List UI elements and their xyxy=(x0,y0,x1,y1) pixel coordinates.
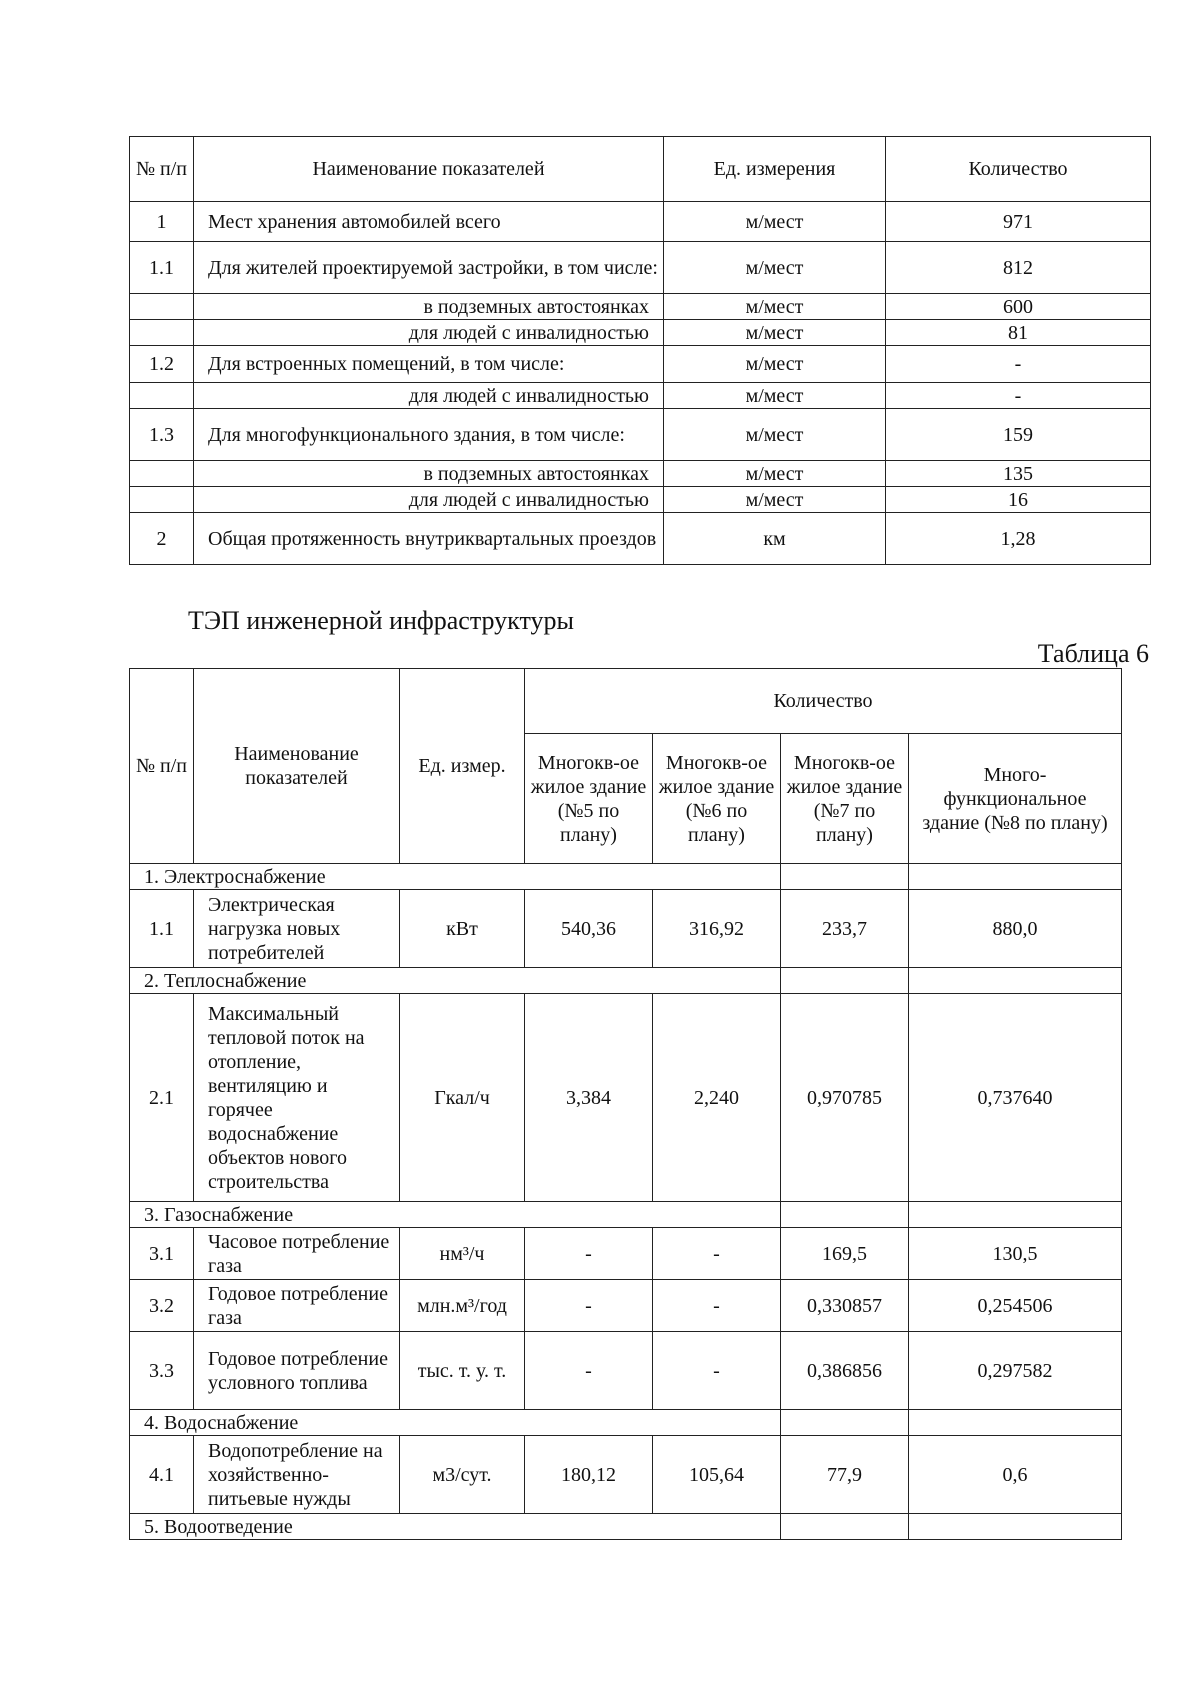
row-num xyxy=(130,487,194,513)
parking-table-body xyxy=(130,202,1151,565)
row-qty: 81 xyxy=(886,320,1151,346)
empty-cell xyxy=(781,864,909,890)
row-num: 1.1 xyxy=(130,890,194,968)
row-unit: м/мест xyxy=(664,346,886,383)
header-building-8: Много-функциональное здание (№8 по плану) xyxy=(909,734,1122,864)
row-num: 3.3 xyxy=(130,1332,194,1410)
row-name: Мест хранения автомобилей всего xyxy=(194,202,664,242)
table-row xyxy=(130,1228,1122,1280)
value-building-5: 180,12 xyxy=(525,1436,653,1514)
row-qty: 16 xyxy=(886,487,1151,513)
value-building-8: 130,5 xyxy=(909,1228,1122,1280)
row-num: 4.1 xyxy=(130,1436,194,1514)
row-unit: м/мест xyxy=(664,383,886,409)
row-num: 1.3 xyxy=(130,409,194,461)
empty-cell xyxy=(781,1514,909,1540)
value-building-5: 540,36 xyxy=(525,890,653,968)
table-row xyxy=(130,409,1151,461)
row-qty: 159 xyxy=(886,409,1151,461)
row-num: 2 xyxy=(130,513,194,565)
empty-cell xyxy=(909,1514,1122,1540)
row-qty: 600 xyxy=(886,294,1151,320)
row-num xyxy=(130,320,194,346)
value-building-5: - xyxy=(525,1228,653,1280)
table-row xyxy=(130,1332,1122,1410)
parking-table xyxy=(129,136,1151,565)
value-building-8: 0,254506 xyxy=(909,1280,1122,1332)
row-name: для людей с инвалидностью xyxy=(194,487,664,513)
row-unit: м/мест xyxy=(664,242,886,294)
header-building-5: Многокв-ое жилое здание (№5 по плану) xyxy=(525,734,653,864)
row-qty: 971 xyxy=(886,202,1151,242)
value-building-8: 0,737640 xyxy=(909,994,1122,1202)
header-unit: Ед. измерения xyxy=(664,137,886,202)
header-name: Наименование показателей xyxy=(194,137,664,202)
value-building-5: - xyxy=(525,1280,653,1332)
row-name: Водопотребление на хозяйственно-питьевые нужды xyxy=(194,1436,400,1514)
row-num: 3.1 xyxy=(130,1228,194,1280)
value-building-7: 77,9 xyxy=(781,1436,909,1514)
row-name: Годовое потребление условного топлива xyxy=(194,1332,400,1410)
value-building-6: - xyxy=(653,1228,781,1280)
row-unit: м3/сут. xyxy=(400,1436,525,1514)
row-unit: км xyxy=(664,513,886,565)
empty-cell xyxy=(781,1410,909,1436)
header-building-6: Многокв-ое жилое здание (№6 по плану) xyxy=(653,734,781,864)
row-unit: нм³/ч xyxy=(400,1228,525,1280)
header-num: № п/п xyxy=(130,137,194,202)
table-row xyxy=(130,461,1151,487)
section-row xyxy=(130,1202,1122,1228)
header-building-7: Многокв-ое жилое здание (№7 по плану) xyxy=(781,734,909,864)
row-name: для людей с инвалидностью xyxy=(194,383,664,409)
row-num xyxy=(130,383,194,409)
value-building-6: 105,64 xyxy=(653,1436,781,1514)
table-row xyxy=(130,294,1151,320)
empty-cell xyxy=(909,1202,1122,1228)
row-num: 2.1 xyxy=(130,994,194,1202)
table-row xyxy=(130,320,1151,346)
row-name: Часовое потребление газа xyxy=(194,1228,400,1280)
value-building-7: 0,386856 xyxy=(781,1332,909,1410)
table-row xyxy=(130,346,1151,383)
row-name: в подземных автостоянках xyxy=(194,461,664,487)
row-num xyxy=(130,461,194,487)
row-name: Для жителей проектируемой застройки, в том числе: xyxy=(194,242,664,294)
row-name: Годовое потребление газа xyxy=(194,1280,400,1332)
row-unit: тыс. т. у. т. xyxy=(400,1332,525,1410)
row-num: 1.1 xyxy=(130,242,194,294)
row-name: Максимальный тепловой поток на отопление, вентиляцию и горячее водоснабжение объектов нового строительства xyxy=(194,994,400,1202)
header-qty-group: Количество xyxy=(525,669,1122,734)
empty-cell xyxy=(909,968,1122,994)
value-building-6: - xyxy=(653,1332,781,1410)
row-unit: млн.м³/год xyxy=(400,1280,525,1332)
empty-cell xyxy=(909,1410,1122,1436)
table-row xyxy=(130,383,1151,409)
row-unit: м/мест xyxy=(664,202,886,242)
row-unit: м/мест xyxy=(664,461,886,487)
value-building-7: 233,7 xyxy=(781,890,909,968)
value-building-7: 0,330857 xyxy=(781,1280,909,1332)
table-row xyxy=(130,1436,1122,1514)
header-unit: Ед. измер. xyxy=(400,669,525,864)
value-building-5: - xyxy=(525,1332,653,1410)
row-unit: м/мест xyxy=(664,487,886,513)
infrastructure-table-body xyxy=(130,864,1122,1540)
table-row xyxy=(130,202,1151,242)
row-unit: м/мест xyxy=(664,409,886,461)
table-row xyxy=(130,513,1151,565)
row-name: Общая протяженность внутриквартальных проездов xyxy=(194,513,664,565)
infrastructure-table xyxy=(129,668,1122,1540)
value-building-8: 880,0 xyxy=(909,890,1122,968)
row-unit: кВт xyxy=(400,890,525,968)
empty-cell xyxy=(909,864,1122,890)
header-qty: Количество xyxy=(886,137,1151,202)
table-row xyxy=(130,242,1151,294)
row-name: Для встроенных помещений, в том числе: xyxy=(194,346,664,383)
value-building-8: 0,6 xyxy=(909,1436,1122,1514)
row-qty: 812 xyxy=(886,242,1151,294)
section-title: 2. Теплоснабжение xyxy=(130,968,781,994)
value-building-5: 3,384 xyxy=(525,994,653,1202)
value-building-8: 0,297582 xyxy=(909,1332,1122,1410)
row-qty: - xyxy=(886,383,1151,409)
value-building-7: 169,5 xyxy=(781,1228,909,1280)
table-label: Таблица 6 xyxy=(1037,639,1149,668)
section-title: 1. Электроснабжение xyxy=(130,864,781,890)
row-num xyxy=(130,294,194,320)
value-building-6: 316,92 xyxy=(653,890,781,968)
section-title: 5. Водоотведение xyxy=(130,1514,781,1540)
row-num: 3.2 xyxy=(130,1280,194,1332)
section-row xyxy=(130,1514,1122,1540)
section-row xyxy=(130,1410,1122,1436)
section-title: 4. Водоснабжение xyxy=(130,1410,781,1436)
value-building-6: - xyxy=(653,1280,781,1332)
row-name: в подземных автостоянках xyxy=(194,294,664,320)
row-name: Для многофункционального здания, в том числе: xyxy=(194,409,664,461)
table-row xyxy=(130,890,1122,968)
empty-cell xyxy=(781,968,909,994)
value-building-7: 0,970785 xyxy=(781,994,909,1202)
header-num: № п/п xyxy=(130,669,194,864)
table-row xyxy=(130,487,1151,513)
row-num: 1.2 xyxy=(130,346,194,383)
row-num: 1 xyxy=(130,202,194,242)
header-name: Наименование показателей xyxy=(194,669,400,864)
row-name: Электрическая нагрузка новых потребителей xyxy=(194,890,400,968)
row-qty: - xyxy=(886,346,1151,383)
table-row xyxy=(130,994,1122,1202)
table-header-row xyxy=(130,137,1151,202)
section-heading: ТЭП инженерной инфраструктуры xyxy=(188,606,574,635)
table-header-row xyxy=(130,669,1122,734)
section-row xyxy=(130,968,1122,994)
row-unit: м/мест xyxy=(664,294,886,320)
row-name: для людей с инвалидностью xyxy=(194,320,664,346)
row-unit: Гкал/ч xyxy=(400,994,525,1202)
table-row xyxy=(130,1280,1122,1332)
section-row xyxy=(130,864,1122,890)
section-title: 3. Газоснабжение xyxy=(130,1202,781,1228)
row-qty: 135 xyxy=(886,461,1151,487)
row-qty: 1,28 xyxy=(886,513,1151,565)
empty-cell xyxy=(781,1202,909,1228)
row-unit: м/мест xyxy=(664,320,886,346)
value-building-6: 2,240 xyxy=(653,994,781,1202)
